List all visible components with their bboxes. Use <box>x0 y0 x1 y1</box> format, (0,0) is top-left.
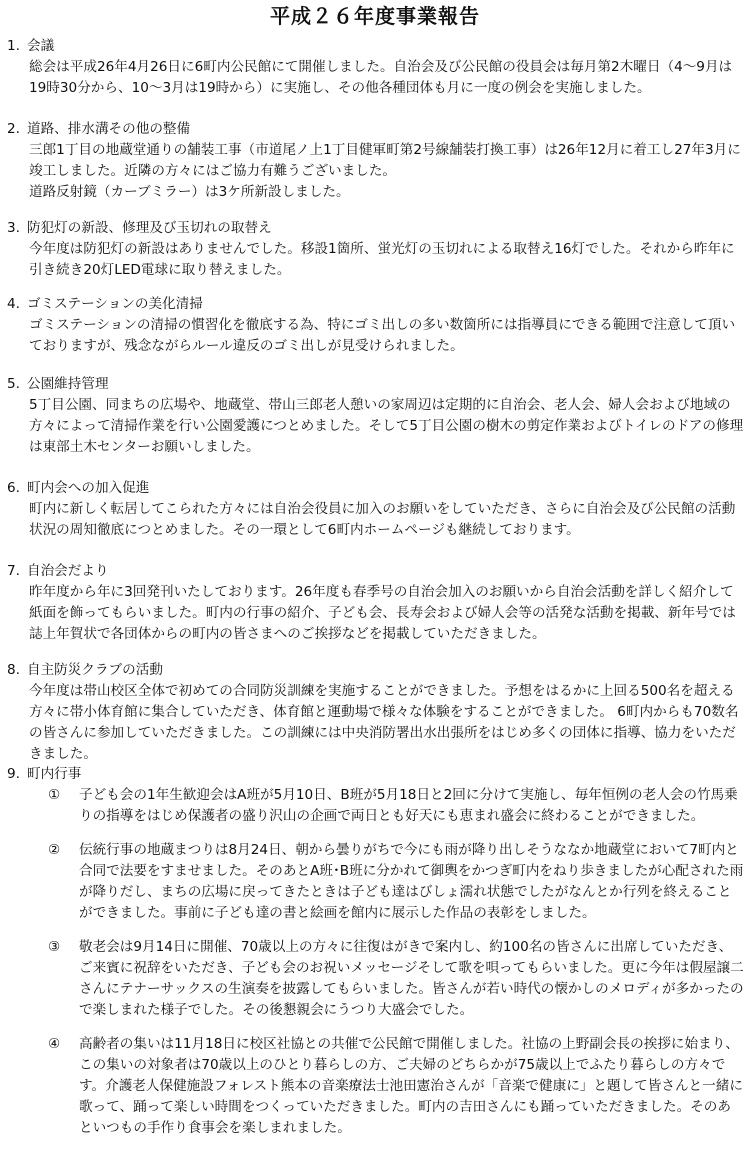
list-item <box>48 785 744 827</box>
section-heading <box>7 294 750 315</box>
section-heading <box>7 561 750 582</box>
section-body: 5丁目公園、同まちの広場や、地蔵堂、帯山三郎老人憩いの家周辺は定期的に自治会、老人会、婦人会および地域の方々によって清掃作業を行い公園愛護につとめました。そして5丁目公園の樹木の剪定作業およびトイレのドアの修理は東部土木センターお願いしました。 <box>29 397 744 455</box>
section-heading <box>7 36 750 57</box>
section-body: 総会は平成26年4月26日に6町内公民館にて開催しました。自治会及び公民館の役員会は毎月第2木曜日（4～9月は19時30分から、10～3月は19時から）に実施し、その他各種団体も月に一度の例会を実施しました。 <box>29 59 733 96</box>
section-title: 公園維持管理 <box>27 376 109 392</box>
list-item <box>48 1034 744 1139</box>
section-newsletter <box>0 561 750 645</box>
item-text: 敬老会は9月14日に開催、70歳以上の方々に往復はがきで案内し、約100名の皆さんに出席していただき、ご来賓に祝辞をいただき、子ども会のお祝いメッセージそして歌を唄ってもらいました。更に今年は假屋譲二さんにテナーサックスの生演奏を披露してもらいました。皆さんが若い時代の懐かしのメロディが多かったので楽しまれた様子でした。その後懇親会にうつり大盛会でした。 <box>79 939 744 1018</box>
section-heading <box>7 374 750 395</box>
section-body: ゴミステーションの清掃の慣習化を徹底する為、特にゴミ出しの多い数箇所には指導員にできる範囲で注意して頂いておりますが、残念ながらルール違反のゴミ出しが見受けられました。 <box>29 317 736 354</box>
section-garbage-station <box>0 294 750 357</box>
section-number: 6. <box>7 480 20 496</box>
section-number: 9. <box>7 766 20 782</box>
section-number: 1. <box>7 38 20 54</box>
section-title: 道路、排水溝その他の整備 <box>27 121 191 137</box>
section-meetings <box>0 36 750 99</box>
section-membership <box>0 478 750 541</box>
section-body: 三郎1丁目の地蔵堂通りの舗装工事（市道尾ノ上1丁目健軍町第2号線舗装打換工事）は26年12月に着工し27年3月に竣工しました。近隣の方々にはご協力有難うございました。 <box>29 142 741 179</box>
section-body: 今年度は帯山校区全体で初めての合同防災訓練を実施することができました。予想をはるかに上回る500名を超える方々に帯小体育館に集合していただき、体育館と運動場で様々な体験をすることができました。 6町内からも70数名の皆さんに参加していただきました。この訓練には中央消防署出水出張所をはじめ多くの団体に指導、協力をいただきました。 <box>29 683 739 762</box>
list-item <box>48 937 744 1021</box>
section-heading <box>7 478 750 499</box>
section-title: 町内行事 <box>27 766 82 782</box>
item-number: ④ <box>48 1036 61 1052</box>
section-number: 2. <box>7 121 20 137</box>
section-number: 7. <box>7 563 20 579</box>
item-number: ③ <box>48 939 61 955</box>
section-title: 防犯灯の新設、修理及び玉切れの取替え <box>27 220 272 236</box>
section-park-maintenance <box>0 374 750 458</box>
section-heading <box>7 218 750 239</box>
list-item <box>48 840 744 924</box>
section-body: 昨年度から年に3回発刊いたしております。26年度も春季号の自治会加入のお願いから自治会活動を詳しく紹介して紙面を飾ってもらいました。町内の行事の紹介、子ども会、長寿会および婦人会等の活発な活動を掲載、新年号では誌上年賀状で各団体からの町内の皆さまへのご挨拶などを掲載していただきました。 <box>29 584 736 642</box>
section-heading <box>7 660 750 681</box>
item-number: ② <box>48 842 61 858</box>
page-title: 平成２６年度事業報告 <box>270 4 480 28</box>
section-roads <box>0 119 750 203</box>
section-number: 3. <box>7 220 20 236</box>
section-number: 5. <box>7 376 20 392</box>
section-title: 自治会だより <box>27 563 109 579</box>
section-events <box>0 764 750 1152</box>
section-number: 8. <box>7 662 20 678</box>
item-text: 高齢者の集いは11月18日に校区社協との共催で公民館で開催しました。社協の上野副会長の挨拶に始まり、この集いの対象者は70歳以上のひとり暮らしの方、ご夫婦のどちらかが75歳以上でふたり暮らしの方々です。介護老人保健施設フォレスト熊本の音楽療法士池田憲治さんが「音楽で健康に」と題して皆さんと一緒に歌って、踊って楽しい時間をつくっていただきました。町内の吉田さんにも踊っていただきました。そのあといつもの手作り食事会を楽しまれました。 <box>79 1036 743 1136</box>
item-text: 伝統行事の地蔵まつりは8月24日、朝から曇りがちで今にも雨が降り出しそうななか地蔵堂において7町内と合同で法要をすませました。そのあとA班･B班に分かれて御輿をかつぎ町内をねり歩きましたが心配された雨が降りだし、まちの広場に戻ってきたときは子ども達はびしょ濡れ状態でしたがなんとか行列を終えることができました。事前に子ども達の書と絵画を館内に展示した作品の表彰をしました。 <box>79 842 744 921</box>
event-list <box>48 785 744 1139</box>
section-body: 今年度は防犯灯の新設はありませんでした。移設1箇所、蛍光灯の玉切れによる取替え16灯でした。それから昨年に引き続き20灯LED電球に取り替えました。 <box>29 241 735 278</box>
section-body: 町内に新しく転居してこられた方々には自治会役員に加入のお願いをしていただき、さらに自治会及び公民館の活動状況の周知徹底につとめました。その一環として6町内ホームページも継続しております。 <box>29 501 736 538</box>
section-heading <box>7 119 750 140</box>
section-title: ゴミステーションの美化清掃 <box>27 296 203 312</box>
item-text: 子ども会の1年生歓迎会はA班が5月10日、B班が5月18日と2回に分けて実施し、毎年恒例の老人会の竹馬乗りの指導をはじめ保護者の盛り沢山の企画で両日とも好天にも恵まれ盛会に終わることができました。 <box>79 787 738 824</box>
section-disaster-prevention <box>0 660 750 765</box>
section-body-2: 道路反射鏡（カーブミラー）は3ケ所新設しました。 <box>29 184 350 200</box>
section-title: 自主防災クラブの活動 <box>27 662 163 678</box>
section-streetlights <box>0 218 750 281</box>
section-title: 会議 <box>27 38 55 54</box>
item-number: ① <box>48 787 61 803</box>
section-heading <box>7 764 750 785</box>
section-title: 町内会への加入促進 <box>27 480 150 496</box>
section-number: 4. <box>7 296 20 312</box>
